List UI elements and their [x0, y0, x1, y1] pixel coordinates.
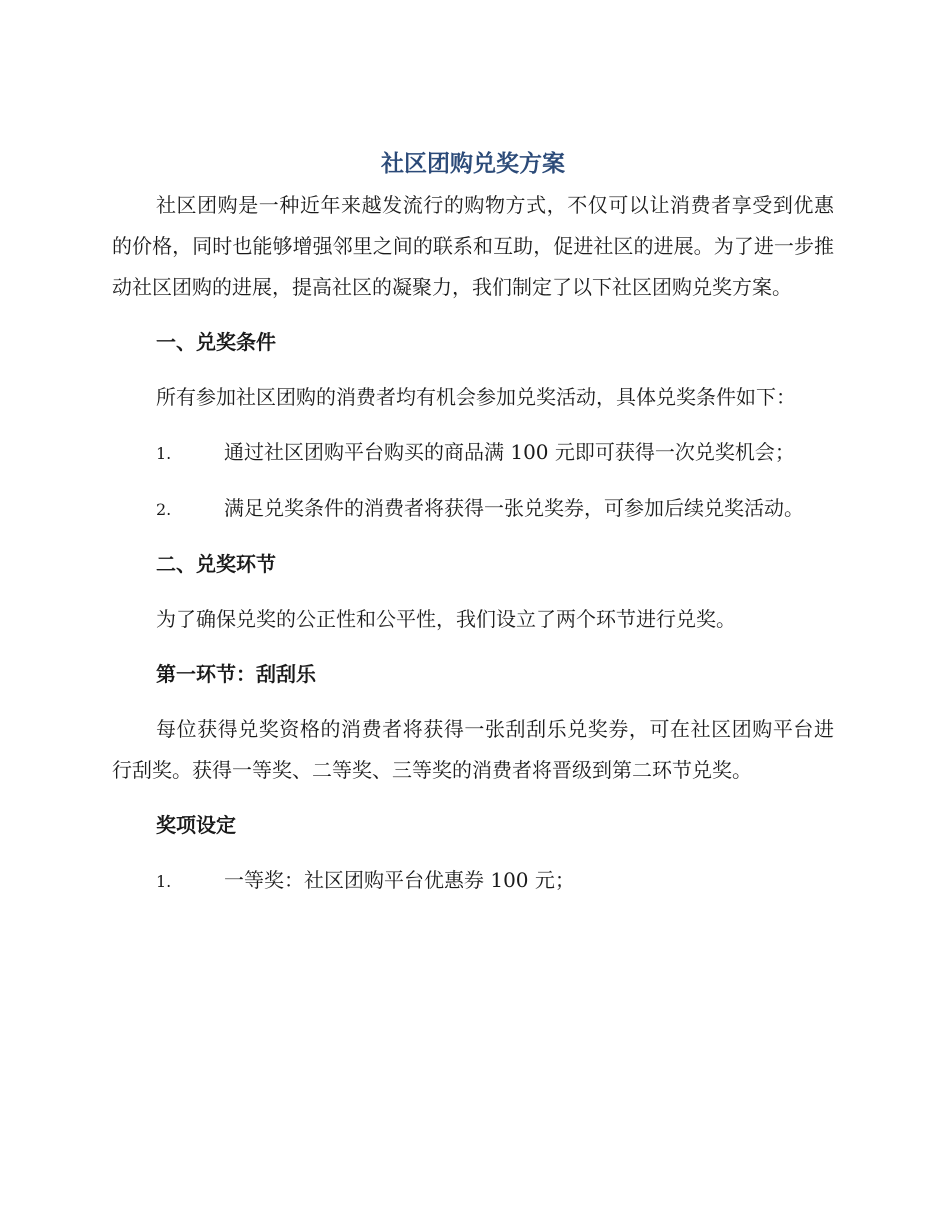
stages-paragraph: 为了确保兑奖的公正性和公平性，我们设立了两个环节进行兑奖。: [156, 607, 736, 631]
intro-paragraph: 社区团购是一种近年来越发流行的购物方式，不仅可以让消费者享受到优惠的价格，同时也能够增强邻里之间的联系和互助，促进社区的进展。为了进一步推动社区团购的进展，提高社区的凝聚力，我们制定了以下社区团购兑奖方案。: [112, 193, 834, 299]
section-heading-stages: 二、兑奖环节: [156, 552, 276, 576]
list-item: [112, 432, 834, 474]
list-number: 2.: [156, 500, 172, 519]
list-number: 1.: [156, 444, 172, 463]
list-number: 1.: [156, 872, 172, 891]
list-text: 满足兑奖条件的消费者将获得一张兑奖券，可参加后续兑奖活动。: [224, 496, 804, 520]
list-item: [112, 860, 834, 902]
section-heading-conditions: 一、兑奖条件: [156, 330, 276, 354]
stage1-heading: 第一环节：刮刮乐: [156, 662, 316, 686]
document-page: [112, 143, 834, 902]
conditions-paragraph: 所有参加社区团购的消费者均有机会参加兑奖活动，具体兑奖条件如下：: [156, 385, 796, 409]
list-text: 通过社区团购平台购买的商品满 100 元即可获得一次兑奖机会；: [224, 440, 795, 464]
stage1-paragraph: 每位获得兑奖资格的消费者将获得一张刮刮乐兑奖券，可在社区团购平台进行刮奖。获得一等奖、二等奖、三等奖的消费者将晋级到第二环节兑奖。: [112, 717, 834, 782]
prizes-heading: 奖项设定: [156, 813, 236, 837]
list-item: [112, 488, 834, 530]
list-text: 一等奖：社区团购平台优惠券 100 元；: [224, 868, 575, 892]
document-title: 社区团购兑奖方案: [381, 151, 565, 177]
